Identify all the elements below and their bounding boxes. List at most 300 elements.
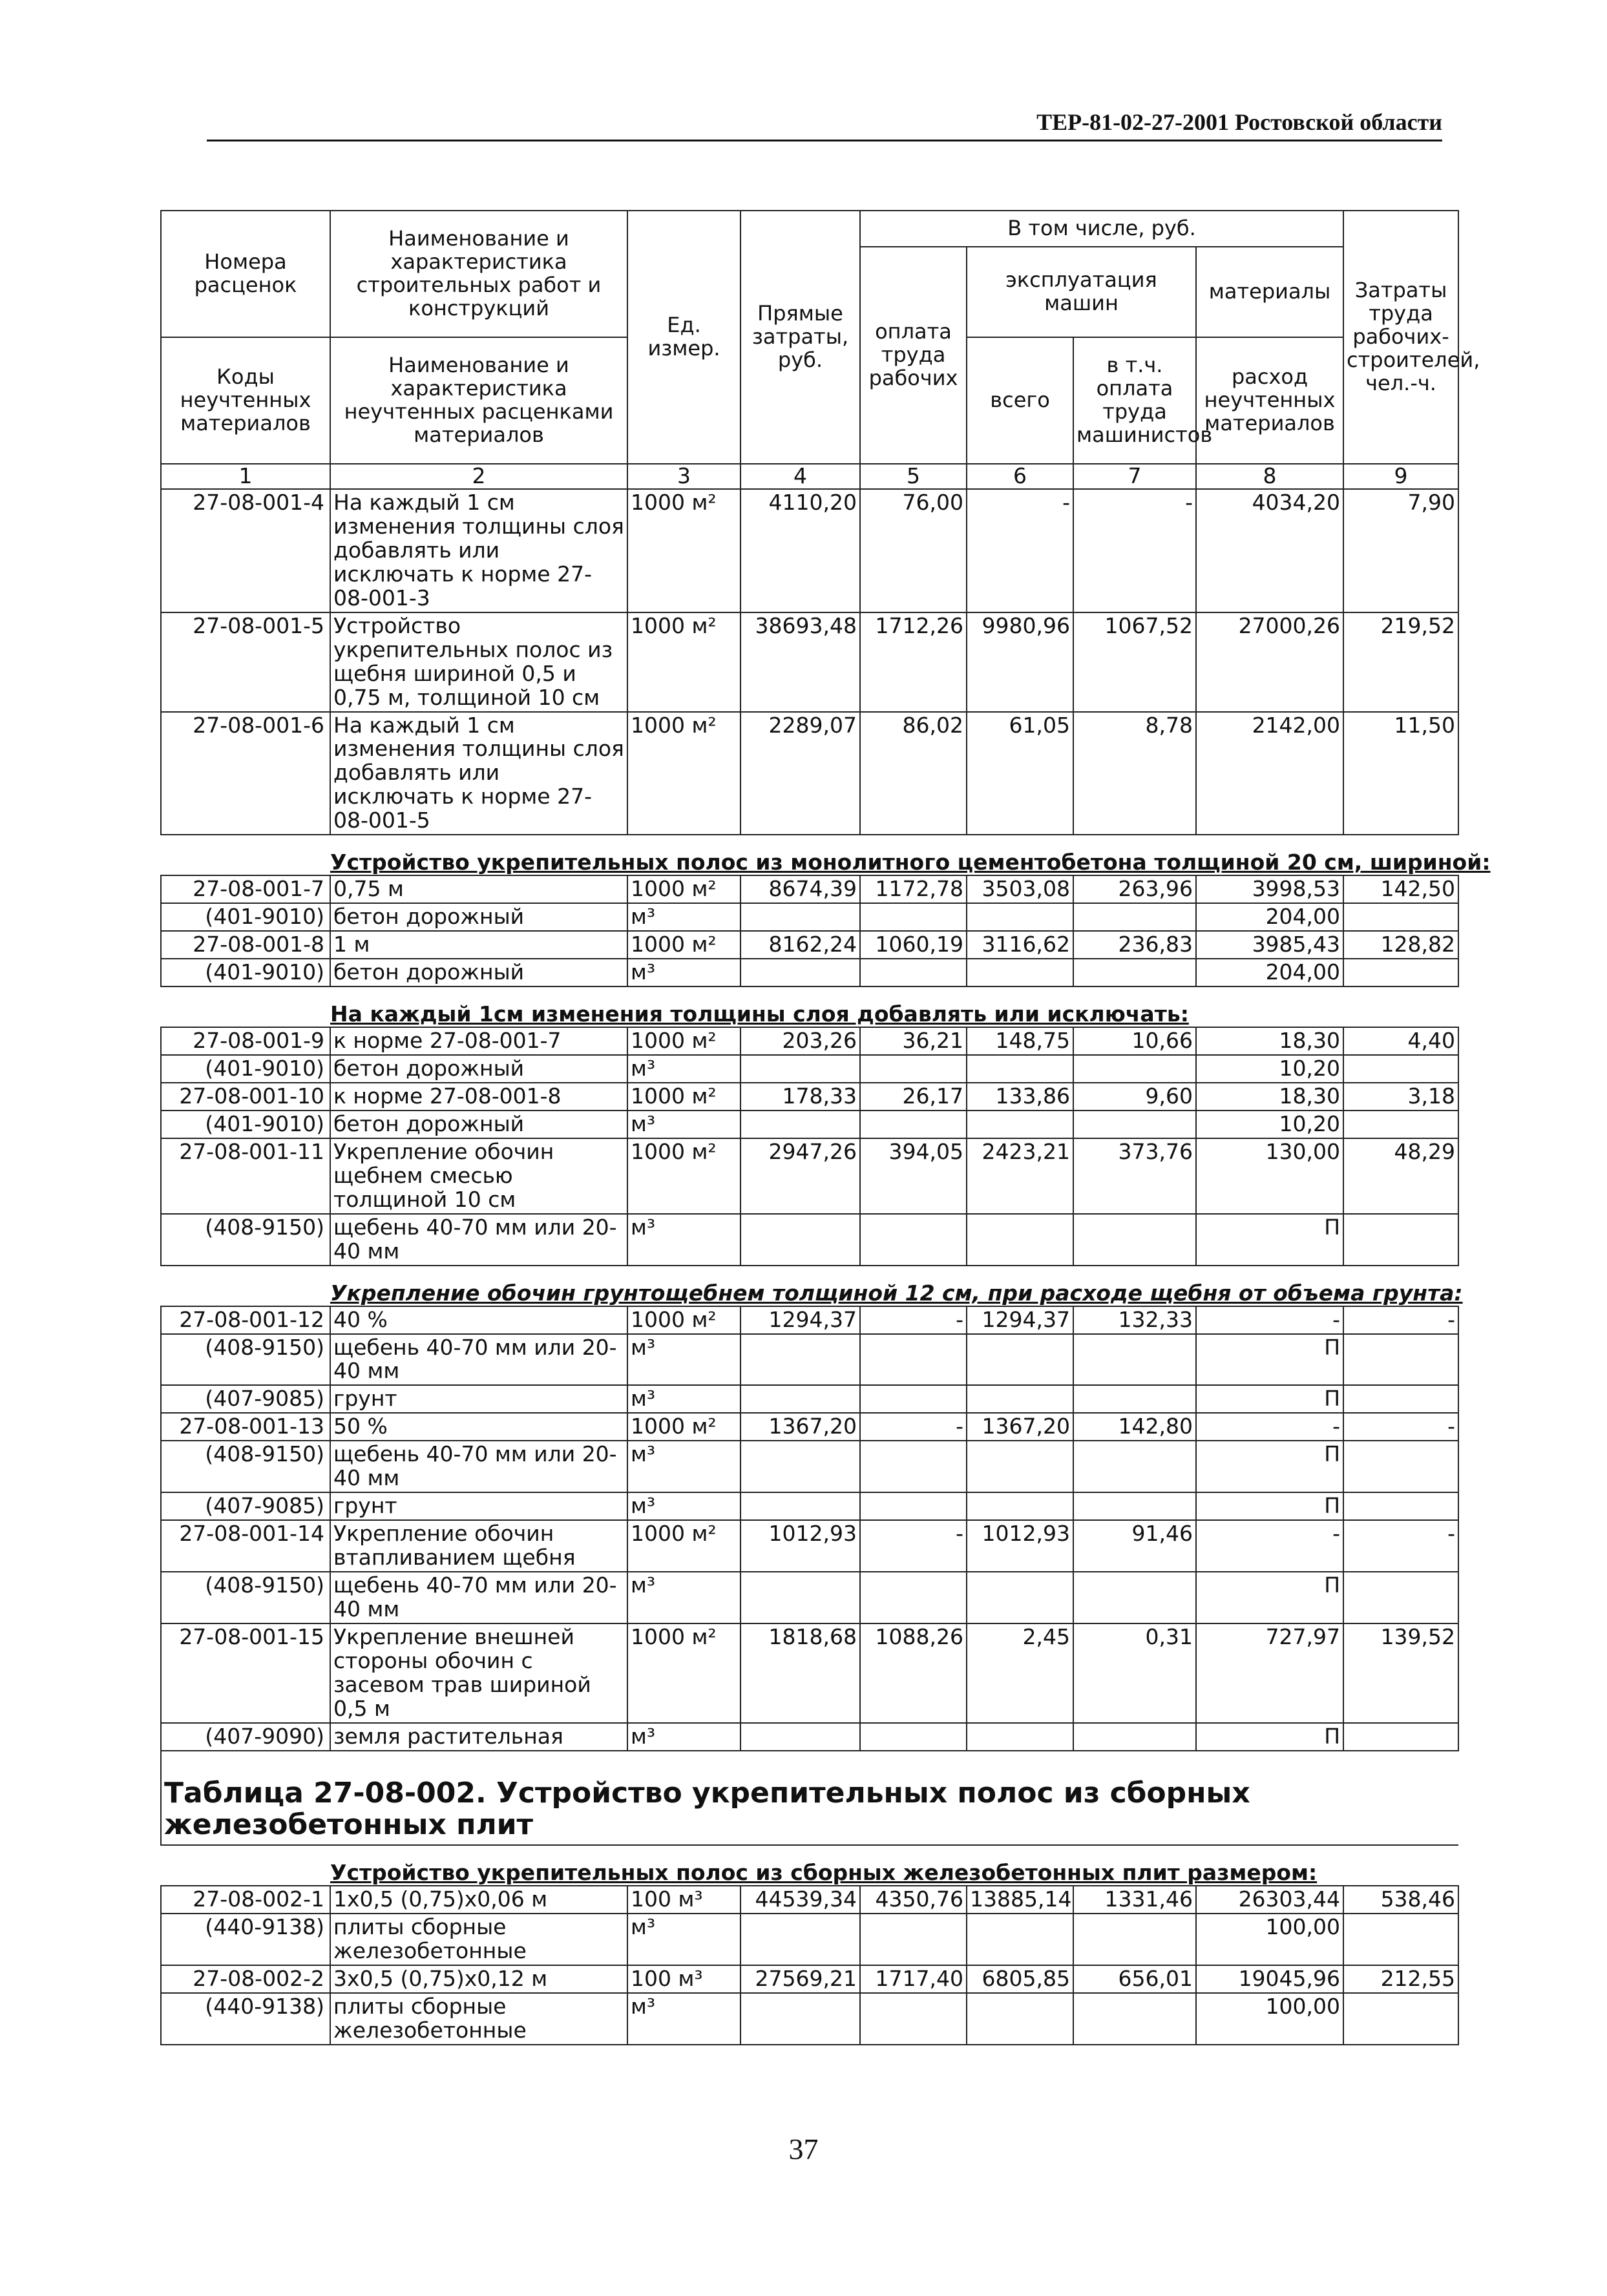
row-direct-costs: 2289,07	[740, 712, 860, 835]
row-direct-costs	[740, 1993, 860, 2045]
head-materials-expense: расход неучтенных материалов	[1196, 337, 1343, 464]
row-labor-costs	[1343, 1441, 1458, 1492]
row-code: 27-08-001-8	[161, 931, 330, 959]
row-machines-pay: 0,31	[1073, 1623, 1196, 1723]
row-labor-pay	[860, 1214, 967, 1266]
row-direct-costs	[740, 1111, 860, 1138]
col-num: 1	[161, 464, 330, 489]
row-unit: 1000 м²	[627, 1083, 740, 1111]
head-unit: Ед. измер.	[627, 211, 740, 464]
row-materials: 10,20	[1196, 1055, 1343, 1083]
row-machines-pay	[1073, 1334, 1196, 1386]
row-machines-pay	[1073, 1492, 1196, 1520]
row-labor-costs: 219,52	[1343, 612, 1458, 712]
row-name: 1x0,5 (0,75)x0,06 м	[330, 1886, 627, 1914]
row-name: Укрепление внешней стороны обочин с засевом трав шириной 0,5 м	[330, 1623, 627, 1723]
row-labor-pay	[860, 1993, 967, 2045]
row-machines-total	[967, 1055, 1073, 1083]
row-name: щебень 40-70 мм или 20-40 мм	[330, 1334, 627, 1386]
rates-table	[160, 210, 1491, 2045]
col-num: 3	[627, 464, 740, 489]
material-row	[161, 1441, 1458, 1492]
row-labor-costs	[1343, 1385, 1458, 1413]
row-labor-pay: 394,05	[860, 1138, 967, 1214]
section-title: Устройство укрепительных полос из сборных железобетонных плит размером:	[161, 1845, 1458, 1886]
row-machines-pay: 9,60	[1073, 1083, 1196, 1111]
col-num: 9	[1343, 464, 1458, 489]
row-unit: 1000 м²	[627, 712, 740, 835]
material-row	[161, 1334, 1458, 1386]
row-machines-pay: 1067,52	[1073, 612, 1196, 712]
col-num: 8	[1196, 464, 1343, 489]
row-labor-costs: 4,40	[1343, 1027, 1458, 1055]
table-row	[161, 1886, 1458, 1914]
head-machines-total: всего	[967, 337, 1073, 464]
table-row	[161, 489, 1458, 612]
row-unit: 1000 м²	[627, 1413, 740, 1441]
row-machines-total: 13885,14	[967, 1886, 1073, 1914]
row-name: 3x0,5 (0,75)x0,12 м	[330, 1965, 627, 1993]
row-direct-costs: 8162,24	[740, 931, 860, 959]
row-unit: 100 м³	[627, 1965, 740, 1993]
row-labor-pay	[860, 1492, 967, 1520]
table-row	[161, 1138, 1458, 1214]
row-name: земля растительная	[330, 1723, 627, 1751]
row-name: бетон дорожный	[330, 1055, 627, 1083]
row-labor-costs	[1343, 1492, 1458, 1520]
row-name: Устройство укрепительных полос из щебня шириной 0,5 и 0,75 м, толщиной 10 см	[330, 612, 627, 712]
row-name: 40 %	[330, 1306, 627, 1334]
row-labor-pay: 1717,40	[860, 1965, 967, 1993]
row-materials: 204,00	[1196, 903, 1343, 931]
section-heading-row	[161, 1845, 1458, 1886]
row-machines-total	[967, 903, 1073, 931]
row-machines-total	[967, 1993, 1073, 2045]
row-code: 27-08-002-2	[161, 1965, 330, 1993]
row-direct-costs: 44539,34	[740, 1886, 860, 1914]
table-row	[161, 1306, 1458, 1334]
row-labor-costs	[1343, 903, 1458, 931]
row-materials: П	[1196, 1441, 1343, 1492]
row-materials: 18,30	[1196, 1083, 1343, 1111]
row-name: щебень 40-70 мм или 20-40 мм	[330, 1572, 627, 1623]
row-name: к норме 27-08-001-7	[330, 1027, 627, 1055]
row-machines-total: 6805,85	[967, 1965, 1073, 1993]
row-machines-pay: 8,78	[1073, 712, 1196, 835]
row-name: бетон дорожный	[330, 1111, 627, 1138]
row-machines-total: 1012,93	[967, 1520, 1073, 1572]
row-code: (401-9010)	[161, 959, 330, 986]
row-materials: П	[1196, 1214, 1343, 1266]
row-machines-total	[967, 959, 1073, 986]
row-labor-costs: 128,82	[1343, 931, 1458, 959]
row-code: 27-08-001-13	[161, 1413, 330, 1441]
row-labor-pay: 36,21	[860, 1027, 967, 1055]
row-code: 27-08-001-10	[161, 1083, 330, 1111]
col-num: 6	[967, 464, 1073, 489]
row-name: бетон дорожный	[330, 959, 627, 986]
table-row	[161, 875, 1458, 903]
row-code: (408-9150)	[161, 1572, 330, 1623]
row-labor-pay	[860, 1572, 967, 1623]
row-machines-pay	[1073, 1385, 1196, 1413]
row-name: к норме 27-08-001-8	[330, 1083, 627, 1111]
row-machines-total: 9980,96	[967, 612, 1073, 712]
row-machines-total	[967, 1214, 1073, 1266]
row-machines-pay: 1331,46	[1073, 1886, 1196, 1914]
col-num: 2	[330, 464, 627, 489]
row-materials: 10,20	[1196, 1111, 1343, 1138]
head-name-bottom: Наименование и характеристика неучтенных расценками материалов	[330, 337, 627, 464]
row-labor-pay: 1088,26	[860, 1623, 967, 1723]
section-heading-row	[161, 835, 1458, 875]
row-direct-costs	[740, 1334, 860, 1386]
row-machines-pay	[1073, 1914, 1196, 1965]
row-code: 27-08-001-7	[161, 875, 330, 903]
row-unit: м³	[627, 1385, 740, 1413]
head-name: Наименование и характеристика строительных работ и конструкций	[330, 211, 627, 337]
column-numbers-row	[161, 464, 1458, 489]
row-direct-costs: 1012,93	[740, 1520, 860, 1572]
row-code: 27-08-001-6	[161, 712, 330, 835]
row-materials: -	[1196, 1520, 1343, 1572]
row-materials: П	[1196, 1385, 1343, 1413]
row-labor-pay	[860, 1111, 967, 1138]
section-heading-row	[161, 1266, 1458, 1306]
row-code: (401-9010)	[161, 1055, 330, 1083]
row-labor-pay: -	[860, 1520, 967, 1572]
table-row	[161, 931, 1458, 959]
material-row	[161, 1993, 1458, 2045]
table-title-row	[161, 1751, 1458, 1846]
row-labor-pay	[860, 1914, 967, 1965]
material-row	[161, 1723, 1458, 1751]
row-code: (401-9010)	[161, 903, 330, 931]
row-machines-total: -	[967, 489, 1073, 612]
row-labor-pay	[860, 1441, 967, 1492]
row-labor-pay: 4350,76	[860, 1886, 967, 1914]
material-row	[161, 903, 1458, 931]
row-labor-pay	[860, 1055, 967, 1083]
row-materials: -	[1196, 1306, 1343, 1334]
row-unit: м³	[627, 1993, 740, 2045]
head-machines: эксплуатация машин	[967, 247, 1196, 337]
row-direct-costs: 1367,20	[740, 1413, 860, 1441]
row-name: На каждый 1 см изменения толщины слоя добавлять или исключать к норме 27-08-001-3	[330, 489, 627, 612]
row-direct-costs	[740, 1723, 860, 1751]
row-code: (408-9150)	[161, 1334, 330, 1386]
row-labor-costs: -	[1343, 1306, 1458, 1334]
row-name: плиты сборные железобетонные	[330, 1993, 627, 2045]
row-name: 50 %	[330, 1413, 627, 1441]
row-direct-costs: 4110,20	[740, 489, 860, 612]
row-name: 0,75 м	[330, 875, 627, 903]
row-unit: 1000 м²	[627, 1306, 740, 1334]
head-labor-pay: оплата труда рабочих	[860, 247, 967, 464]
row-machines-pay	[1073, 1055, 1196, 1083]
row-machines-pay: 132,33	[1073, 1306, 1196, 1334]
row-code: (407-9085)	[161, 1492, 330, 1520]
row-name: 1 м	[330, 931, 627, 959]
material-row	[161, 1214, 1458, 1266]
row-labor-costs	[1343, 1914, 1458, 1965]
row-name: грунт	[330, 1492, 627, 1520]
row-machines-total	[967, 1111, 1073, 1138]
row-labor-costs	[1343, 1993, 1458, 2045]
row-labor-costs: 48,29	[1343, 1138, 1458, 1214]
row-labor-costs: 538,46	[1343, 1886, 1458, 1914]
row-machines-total: 3116,62	[967, 931, 1073, 959]
table-row	[161, 1083, 1458, 1111]
row-direct-costs: 8674,39	[740, 875, 860, 903]
row-materials: П	[1196, 1334, 1343, 1386]
section-heading-row	[161, 986, 1458, 1027]
row-labor-costs	[1343, 1111, 1458, 1138]
row-code: 27-08-001-11	[161, 1138, 330, 1214]
row-unit: 1000 м²	[627, 1138, 740, 1214]
row-direct-costs: 1818,68	[740, 1623, 860, 1723]
row-unit: м³	[627, 1723, 740, 1751]
row-labor-pay: 1712,26	[860, 612, 967, 712]
row-code: (440-9138)	[161, 1993, 330, 2045]
row-direct-costs	[740, 1441, 860, 1492]
head-labor-costs: Затраты труда рабочих-строителей, чел.-ч.	[1343, 211, 1458, 464]
row-name: плиты сборные железобетонные	[330, 1914, 627, 1965]
col-num: 7	[1073, 464, 1196, 489]
row-machines-pay: 142,80	[1073, 1413, 1196, 1441]
head-codes: Номера расценок	[161, 211, 330, 337]
row-unit: 1000 м²	[627, 489, 740, 612]
row-direct-costs: 38693,48	[740, 612, 860, 712]
row-materials: 727,97	[1196, 1623, 1343, 1723]
row-direct-costs	[740, 959, 860, 986]
table-row	[161, 1413, 1458, 1441]
row-labor-costs: -	[1343, 1520, 1458, 1572]
material-row	[161, 1111, 1458, 1138]
table-row	[161, 1027, 1458, 1055]
head-codes-bottom: Коды неучтенных материалов	[161, 337, 330, 464]
row-labor-costs: 7,90	[1343, 489, 1458, 612]
row-code: (408-9150)	[161, 1441, 330, 1492]
material-row	[161, 959, 1458, 986]
row-labor-pay	[860, 959, 967, 986]
row-machines-pay: 263,96	[1073, 875, 1196, 903]
row-labor-costs	[1343, 959, 1458, 986]
row-machines-total: 2423,21	[967, 1138, 1073, 1214]
row-materials: 19045,96	[1196, 1965, 1343, 1993]
row-machines-pay	[1073, 1723, 1196, 1751]
row-machines-total: 2,45	[967, 1623, 1073, 1723]
row-labor-pay	[860, 903, 967, 931]
row-direct-costs: 178,33	[740, 1083, 860, 1111]
row-name: Укрепление обочин втапливанием щебня	[330, 1520, 627, 1572]
row-machines-total: 3503,08	[967, 875, 1073, 903]
row-code: 27-08-002-1	[161, 1886, 330, 1914]
row-code: (408-9150)	[161, 1214, 330, 1266]
row-code: 27-08-001-15	[161, 1623, 330, 1723]
row-code: 27-08-001-5	[161, 612, 330, 712]
head-direct: Прямые затраты, руб.	[740, 211, 860, 464]
page-number: 37	[788, 2133, 819, 2166]
row-labor-pay	[860, 1385, 967, 1413]
row-materials: 26303,44	[1196, 1886, 1343, 1914]
rates-table-container	[160, 210, 1491, 2045]
row-unit: м³	[627, 903, 740, 931]
section-title: Устройство укрепительных полос из монолитного цементобетона толщиной 20 см, шириной:	[161, 835, 1458, 875]
row-machines-total	[967, 1492, 1073, 1520]
row-direct-costs: 27569,21	[740, 1965, 860, 1993]
table-row	[161, 1520, 1458, 1572]
row-materials: П	[1196, 1492, 1343, 1520]
row-machines-pay: 236,83	[1073, 931, 1196, 959]
row-machines-pay: 373,76	[1073, 1138, 1196, 1214]
row-machines-pay	[1073, 1111, 1196, 1138]
row-unit: 1000 м²	[627, 931, 740, 959]
material-row	[161, 1492, 1458, 1520]
section-title: Укрепление обочин грунтощебнем толщиной 12 см, при расходе щебня от объема грунта:	[161, 1266, 1458, 1306]
row-unit: м³	[627, 1214, 740, 1266]
row-labor-pay	[860, 1723, 967, 1751]
table-title: Таблица 27-08-002. Устройство укрепительных полос из сборных железобетонных плит	[161, 1751, 1458, 1846]
row-materials: П	[1196, 1723, 1343, 1751]
row-direct-costs	[740, 1914, 860, 1965]
table-row	[161, 712, 1458, 835]
table-body	[161, 489, 1491, 2045]
row-unit: м³	[627, 1572, 740, 1623]
row-machines-pay	[1073, 1214, 1196, 1266]
table-head	[161, 211, 1480, 489]
row-materials: 2142,00	[1196, 712, 1343, 835]
material-row	[161, 1055, 1458, 1083]
head-materials: материалы	[1196, 247, 1343, 337]
row-machines-pay: 91,46	[1073, 1520, 1196, 1572]
row-unit: 1000 м²	[627, 1027, 740, 1055]
row-unit: м³	[627, 1441, 740, 1492]
row-unit: м³	[627, 1334, 740, 1386]
row-materials: 4034,20	[1196, 489, 1343, 612]
row-labor-pay: 1060,19	[860, 931, 967, 959]
row-name: На каждый 1 см изменения толщины слоя добавлять или исключать к норме 27-08-001-5	[330, 712, 627, 835]
row-materials: 18,30	[1196, 1027, 1343, 1055]
material-row	[161, 1572, 1458, 1623]
row-materials: 3985,43	[1196, 931, 1343, 959]
row-labor-costs	[1343, 1723, 1458, 1751]
head-incl: В том числе, руб.	[860, 211, 1343, 247]
row-labor-costs	[1343, 1572, 1458, 1623]
row-direct-costs: 1294,37	[740, 1306, 860, 1334]
row-direct-costs	[740, 1572, 860, 1623]
row-labor-costs: 139,52	[1343, 1623, 1458, 1723]
row-labor-pay	[860, 1334, 967, 1386]
row-labor-costs: -	[1343, 1413, 1458, 1441]
row-code: 27-08-001-4	[161, 489, 330, 612]
row-direct-costs: 2947,26	[740, 1138, 860, 1214]
row-unit: 1000 м²	[627, 1623, 740, 1723]
table-row	[161, 1623, 1458, 1723]
table-row	[161, 1965, 1458, 1993]
row-code: (407-9090)	[161, 1723, 330, 1751]
row-machines-total: 133,86	[967, 1083, 1073, 1111]
row-code: 27-08-001-9	[161, 1027, 330, 1055]
row-code: (401-9010)	[161, 1111, 330, 1138]
row-machines-total	[967, 1385, 1073, 1413]
row-machines-total	[967, 1334, 1073, 1386]
row-machines-total	[967, 1441, 1073, 1492]
row-labor-pay: 26,17	[860, 1083, 967, 1111]
row-machines-pay	[1073, 1572, 1196, 1623]
row-labor-costs	[1343, 1334, 1458, 1386]
row-machines-pay	[1073, 1993, 1196, 2045]
row-direct-costs	[740, 1214, 860, 1266]
row-machines-total: 1294,37	[967, 1306, 1073, 1334]
row-code: 27-08-001-12	[161, 1306, 330, 1334]
row-materials: 3998,53	[1196, 875, 1343, 903]
row-materials: 204,00	[1196, 959, 1343, 986]
row-direct-costs	[740, 903, 860, 931]
row-direct-costs	[740, 1055, 860, 1083]
row-materials: -	[1196, 1413, 1343, 1441]
row-labor-pay: 86,02	[860, 712, 967, 835]
row-machines-pay: -	[1073, 489, 1196, 612]
row-direct-costs: 203,26	[740, 1027, 860, 1055]
row-name: бетон дорожный	[330, 903, 627, 931]
material-row	[161, 1914, 1458, 1965]
section-title: На каждый 1см изменения толщины слоя добавлять или исключать:	[161, 986, 1458, 1027]
row-unit: м³	[627, 1055, 740, 1083]
row-direct-costs	[740, 1385, 860, 1413]
row-unit: м³	[627, 959, 740, 986]
row-materials: 27000,26	[1196, 612, 1343, 712]
row-name: щебень 40-70 мм или 20-40 мм	[330, 1214, 627, 1266]
row-unit: м³	[627, 1111, 740, 1138]
row-direct-costs	[740, 1492, 860, 1520]
row-machines-total	[967, 1572, 1073, 1623]
row-machines-pay: 656,01	[1073, 1965, 1196, 1993]
row-machines-total	[967, 1914, 1073, 1965]
head-machines-pay: в т.ч. оплата труда машинистов	[1073, 337, 1196, 464]
row-materials: 100,00	[1196, 1993, 1343, 2045]
row-labor-costs	[1343, 1055, 1458, 1083]
col-num: 5	[860, 464, 967, 489]
row-materials: П	[1196, 1572, 1343, 1623]
table-row	[161, 612, 1458, 712]
row-machines-pay	[1073, 959, 1196, 986]
row-materials: 100,00	[1196, 1914, 1343, 1965]
page-header	[207, 109, 1442, 141]
row-unit: 1000 м²	[627, 612, 740, 712]
row-labor-costs: 142,50	[1343, 875, 1458, 903]
row-labor-pay: -	[860, 1413, 967, 1441]
row-labor-costs: 11,50	[1343, 712, 1458, 835]
row-labor-costs: 212,55	[1343, 1965, 1458, 1993]
row-machines-pay	[1073, 1441, 1196, 1492]
row-machines-total: 61,05	[967, 712, 1073, 835]
row-labor-pay: 76,00	[860, 489, 967, 612]
row-labor-pay: 1172,78	[860, 875, 967, 903]
row-machines-total	[967, 1723, 1073, 1751]
row-labor-costs	[1343, 1214, 1458, 1266]
row-machines-total: 148,75	[967, 1027, 1073, 1055]
row-unit: 100 м³	[627, 1886, 740, 1914]
row-unit: 1000 м²	[627, 875, 740, 903]
row-machines-pay: 10,66	[1073, 1027, 1196, 1055]
row-labor-pay: -	[860, 1306, 967, 1334]
row-code: (407-9085)	[161, 1385, 330, 1413]
document-title: ТЕР-81-02-27-2001 Ростовской области	[1036, 109, 1442, 135]
row-unit: м³	[627, 1914, 740, 1965]
row-machines-pay	[1073, 903, 1196, 931]
material-row	[161, 1385, 1458, 1413]
